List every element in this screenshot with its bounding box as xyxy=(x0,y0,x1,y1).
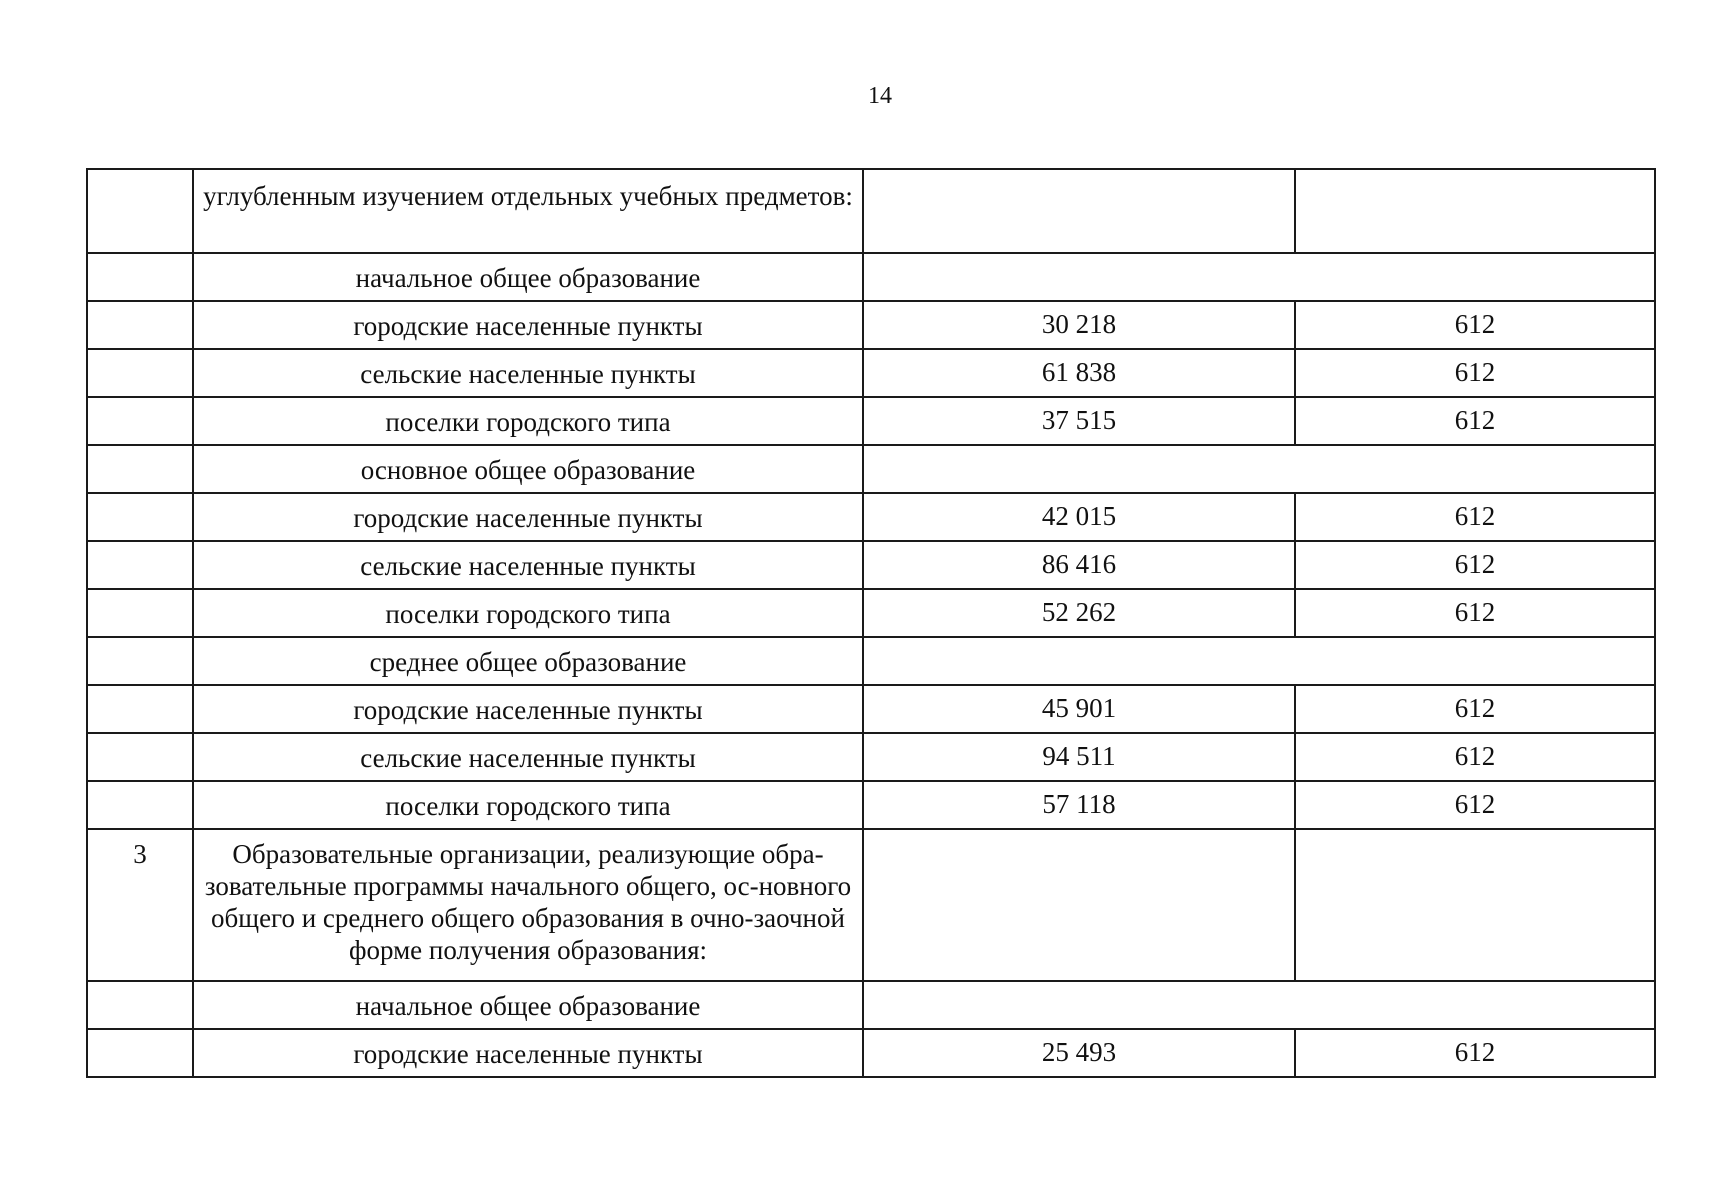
row-name-cell: сельские населенные пункты xyxy=(193,349,863,397)
value-cell-1: 37 515 xyxy=(863,397,1295,445)
table-row xyxy=(87,349,1655,397)
value-cell-2: 612 xyxy=(1295,589,1655,637)
row-name-cell: углубленным изучением отдельных учебных предметов: xyxy=(193,169,863,253)
value-cell-1: 25 493 xyxy=(863,1029,1295,1077)
row-number-cell xyxy=(87,253,193,301)
value-cell-1: 52 262 xyxy=(863,589,1295,637)
section-name-cell: начальное общее образование xyxy=(193,981,863,1029)
value-cell-2 xyxy=(1295,829,1655,981)
value-cell-2: 612 xyxy=(1295,541,1655,589)
table-row xyxy=(87,301,1655,349)
table-row xyxy=(87,169,1655,253)
table-row xyxy=(87,493,1655,541)
section-name-cell: основное общее образование xyxy=(193,445,863,493)
value-cell-2: 612 xyxy=(1295,493,1655,541)
section-name-cell: среднее общее образование xyxy=(193,637,863,685)
value-cell-1: 42 015 xyxy=(863,493,1295,541)
section-empty-cell xyxy=(863,637,1655,685)
value-cell-1 xyxy=(863,169,1295,253)
value-cell-2: 612 xyxy=(1295,349,1655,397)
value-cell-1: 94 511 xyxy=(863,733,1295,781)
table-row xyxy=(87,589,1655,637)
row-number-cell xyxy=(87,781,193,829)
row-number-cell xyxy=(87,733,193,781)
section-row xyxy=(87,981,1655,1029)
row-number-cell xyxy=(87,1029,193,1077)
row-name-cell: сельские населенные пункты xyxy=(193,541,863,589)
section-empty-cell xyxy=(863,253,1655,301)
value-cell-2: 612 xyxy=(1295,733,1655,781)
row-name-cell: поселки городского типа xyxy=(193,781,863,829)
row-name-cell: сельские населенные пункты xyxy=(193,733,863,781)
value-cell-2: 612 xyxy=(1295,685,1655,733)
row-number-cell xyxy=(87,493,193,541)
row-number-cell xyxy=(87,981,193,1029)
category-name-cell: Образовательные организации, реализующие обра-зовательные программы начального общего, ос-новного общего и среднего общего образования в очно-заочной форме получения образования: xyxy=(193,829,863,981)
row-number-cell xyxy=(87,637,193,685)
table-row xyxy=(87,1029,1655,1077)
row-name-cell: поселки городского типа xyxy=(193,397,863,445)
row-number-cell xyxy=(87,397,193,445)
section-empty-cell xyxy=(863,981,1655,1029)
value-cell-2: 612 xyxy=(1295,301,1655,349)
value-cell-1: 57 118 xyxy=(863,781,1295,829)
value-cell-1: 45 901 xyxy=(863,685,1295,733)
value-cell-1: 86 416 xyxy=(863,541,1295,589)
section-name-cell: начальное общее образование xyxy=(193,253,863,301)
value-cell-2: 612 xyxy=(1295,1029,1655,1077)
section-row xyxy=(87,637,1655,685)
row-name-cell: городские населенные пункты xyxy=(193,301,863,349)
row-name-cell: городские населенные пункты xyxy=(193,685,863,733)
row-number-cell xyxy=(87,685,193,733)
table-row xyxy=(87,541,1655,589)
row-number-cell: 3 xyxy=(87,829,193,981)
value-cell-1: 61 838 xyxy=(863,349,1295,397)
value-cell-2: 612 xyxy=(1295,397,1655,445)
row-number-cell xyxy=(87,445,193,493)
section-empty-cell xyxy=(863,445,1655,493)
row-number-cell xyxy=(87,301,193,349)
table-row xyxy=(87,781,1655,829)
row-number-cell xyxy=(87,349,193,397)
category-row xyxy=(87,829,1655,981)
value-cell-1: 30 218 xyxy=(863,301,1295,349)
row-name-cell: городские населенные пункты xyxy=(193,493,863,541)
row-number-cell xyxy=(87,589,193,637)
value-cell-2: 612 xyxy=(1295,781,1655,829)
table-row xyxy=(87,733,1655,781)
page-number: 14 xyxy=(868,83,892,109)
row-number-cell xyxy=(87,169,193,253)
value-cell-2 xyxy=(1295,169,1655,253)
row-name-cell: городские населенные пункты xyxy=(193,1029,863,1077)
row-name-cell: поселки городского типа xyxy=(193,589,863,637)
section-row xyxy=(87,445,1655,493)
row-number-cell xyxy=(87,541,193,589)
section-row xyxy=(87,253,1655,301)
value-cell-1 xyxy=(863,829,1295,981)
table-row xyxy=(87,397,1655,445)
table-row xyxy=(87,685,1655,733)
tariff-table xyxy=(86,168,1656,1078)
